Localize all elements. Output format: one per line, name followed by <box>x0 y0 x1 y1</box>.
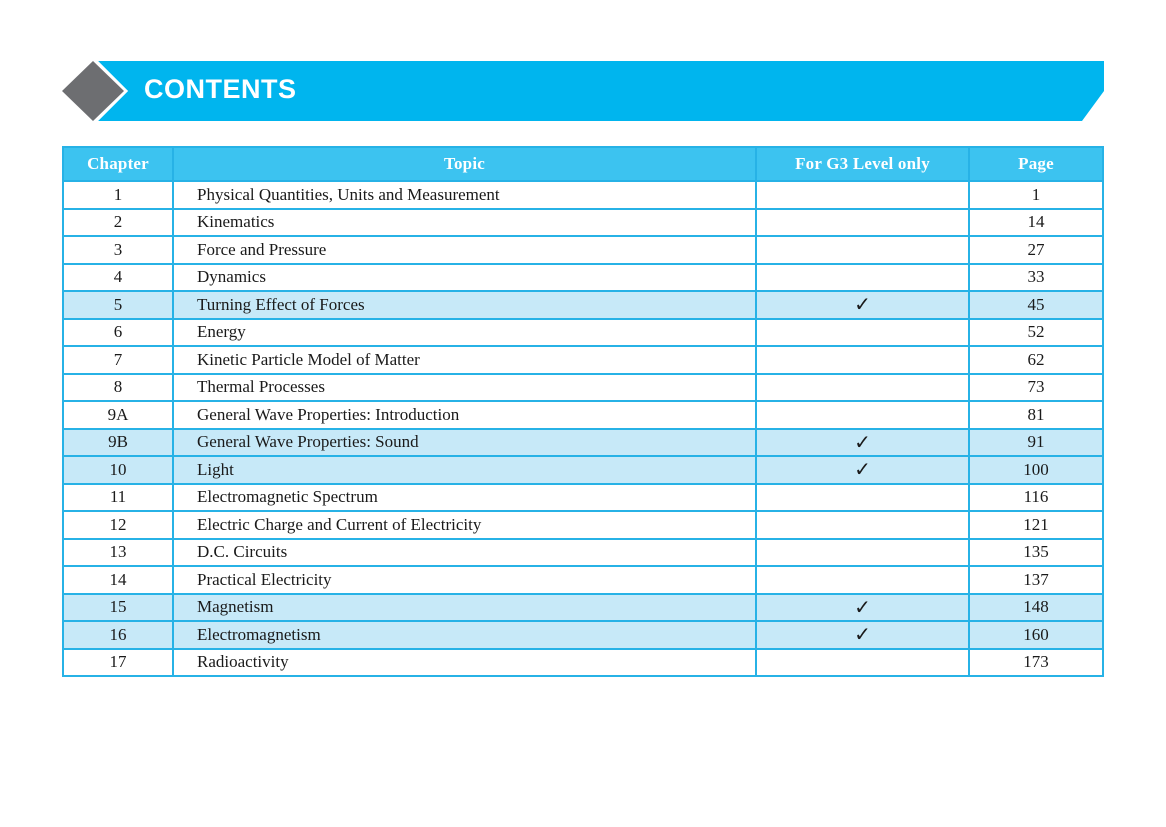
page-number-cell: 137 <box>969 566 1103 594</box>
topic-cell: General Wave Properties: Introduction <box>173 401 756 429</box>
g3-checkmark-cell <box>756 264 969 292</box>
g3-checkmark-cell <box>756 346 969 374</box>
g3-checkmark-cell <box>756 649 969 677</box>
topic-cell: Radioactivity <box>173 649 756 677</box>
chapter-number-cell: 15 <box>63 594 173 622</box>
table-row <box>63 291 1103 319</box>
chapter-number-cell: 2 <box>63 209 173 237</box>
table-row <box>63 539 1103 567</box>
page-number-cell: 100 <box>969 456 1103 484</box>
topic-cell: Electromagnetic Spectrum <box>173 484 756 512</box>
chapter-number-cell: 13 <box>63 539 173 567</box>
column-header-g3-level: For G3 Level only <box>756 147 969 181</box>
table-row <box>63 429 1103 457</box>
chapter-number-cell: 6 <box>63 319 173 347</box>
topic-cell: Practical Electricity <box>173 566 756 594</box>
table-row <box>63 181 1103 209</box>
chapter-number-cell: 7 <box>63 346 173 374</box>
g3-checkmark-cell <box>756 319 969 347</box>
topic-cell: Thermal Processes <box>173 374 756 402</box>
table-row <box>63 401 1103 429</box>
topic-cell: Light <box>173 456 756 484</box>
topic-cell: Dynamics <box>173 264 756 292</box>
page-number-cell: 91 <box>969 429 1103 457</box>
page-number-cell: 73 <box>969 374 1103 402</box>
table-row <box>63 594 1103 622</box>
table-row <box>63 264 1103 292</box>
page-number-cell: 148 <box>969 594 1103 622</box>
chapter-number-cell: 3 <box>63 236 173 264</box>
topic-cell: General Wave Properties: Sound <box>173 429 756 457</box>
table-row <box>63 374 1103 402</box>
chapter-number-cell: 1 <box>63 181 173 209</box>
topic-cell: Electric Charge and Current of Electricity <box>173 511 756 539</box>
page-number-cell: 160 <box>969 621 1103 649</box>
table-header-row <box>63 147 1103 181</box>
chapter-number-cell: 14 <box>63 566 173 594</box>
page-number-cell: 135 <box>969 539 1103 567</box>
page-number-cell: 173 <box>969 649 1103 677</box>
page-number-cell: 62 <box>969 346 1103 374</box>
g3-checkmark-cell: ✓ <box>756 594 969 622</box>
table-row <box>63 511 1103 539</box>
page-number-cell: 81 <box>969 401 1103 429</box>
chapter-number-cell: 5 <box>63 291 173 319</box>
chapter-number-cell: 16 <box>63 621 173 649</box>
chapter-number-cell: 10 <box>63 456 173 484</box>
topic-cell: D.C. Circuits <box>173 539 756 567</box>
topic-cell: Turning Effect of Forces <box>173 291 756 319</box>
table-row <box>63 649 1103 677</box>
table-row <box>63 346 1103 374</box>
page-title: CONTENTS <box>144 74 297 104</box>
g3-checkmark-cell: ✓ <box>756 429 969 457</box>
page-number-cell: 45 <box>969 291 1103 319</box>
table-row <box>63 209 1103 237</box>
column-header-topic: Topic <box>173 147 756 181</box>
g3-checkmark-cell <box>756 209 969 237</box>
page-number-cell: 14 <box>969 209 1103 237</box>
g3-checkmark-cell <box>756 539 969 567</box>
g3-checkmark-cell <box>756 181 969 209</box>
table-row <box>63 484 1103 512</box>
g3-checkmark-cell: ✓ <box>756 621 969 649</box>
topic-cell: Physical Quantities, Units and Measurement <box>173 181 756 209</box>
g3-checkmark-cell <box>756 566 969 594</box>
g3-checkmark-cell <box>756 401 969 429</box>
topic-cell: Magnetism <box>173 594 756 622</box>
chapter-number-cell: 11 <box>63 484 173 512</box>
topic-cell: Kinetic Particle Model of Matter <box>173 346 756 374</box>
page-number-cell: 52 <box>969 319 1103 347</box>
table-row <box>63 566 1103 594</box>
table-row <box>63 456 1103 484</box>
contents-banner <box>62 61 1104 121</box>
chapter-number-cell: 8 <box>63 374 173 402</box>
topic-cell: Energy <box>173 319 756 347</box>
g3-checkmark-cell: ✓ <box>756 291 969 319</box>
topic-cell: Force and Pressure <box>173 236 756 264</box>
column-header-page: Page <box>969 147 1103 181</box>
page-number-cell: 121 <box>969 511 1103 539</box>
page-number-cell: 33 <box>969 264 1103 292</box>
chapter-number-cell: 9A <box>63 401 173 429</box>
contents-table <box>62 146 1104 677</box>
topic-cell: Electromagnetism <box>173 621 756 649</box>
table-row <box>63 621 1103 649</box>
g3-checkmark-cell: ✓ <box>756 456 969 484</box>
page-number-cell: 1 <box>969 181 1103 209</box>
chapter-number-cell: 4 <box>63 264 173 292</box>
g3-checkmark-cell <box>756 236 969 264</box>
g3-checkmark-cell <box>756 484 969 512</box>
topic-cell: Kinematics <box>173 209 756 237</box>
chapter-number-cell: 12 <box>63 511 173 539</box>
page-number-cell: 27 <box>969 236 1103 264</box>
g3-checkmark-cell <box>756 511 969 539</box>
chapter-number-cell: 17 <box>63 649 173 677</box>
table-row <box>63 236 1103 264</box>
g3-checkmark-cell <box>756 374 969 402</box>
chapter-number-cell: 9B <box>63 429 173 457</box>
table-row <box>63 319 1103 347</box>
column-header-chapter: Chapter <box>63 147 173 181</box>
page-number-cell: 116 <box>969 484 1103 512</box>
table-body <box>63 181 1103 676</box>
